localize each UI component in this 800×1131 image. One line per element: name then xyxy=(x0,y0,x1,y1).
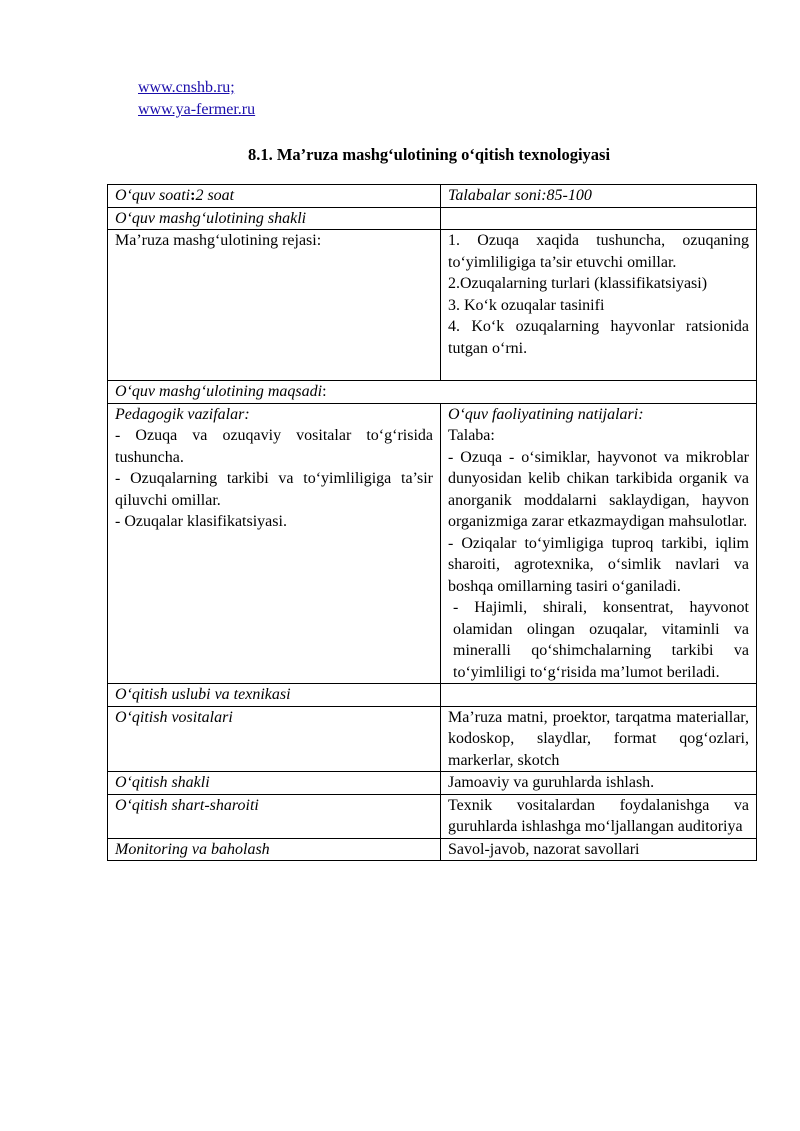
pedagogical-tasks-heading: Pedagogik vazifalar: xyxy=(115,405,250,423)
plan-item: 1. Ozuqa xaqida tushuncha, ozuqaning to‘yimliligiga ta’sir etuvchi omillar. xyxy=(448,232,749,271)
cell-conditions-label: O‘qitish shart-sharoiti xyxy=(108,794,441,838)
cell-form-of-teaching-value: Jamoaviy va guruhlarda ishlash. xyxy=(441,772,757,795)
cell-form-of-teaching-label: O‘qitish shakli xyxy=(108,772,441,795)
reference-links xyxy=(138,77,255,121)
cell-hours: O‘quv soati:2 soat xyxy=(108,185,441,208)
section-title: 8.1. Ma’ruza mashg‘ulotining o‘qitish texnologiyasi xyxy=(247,145,611,164)
cell-goal-label: O‘quv mashg‘ulotining maqsadi: xyxy=(108,381,757,404)
cell-method-value xyxy=(441,684,757,707)
table-row xyxy=(108,706,757,772)
lecture-technology-table xyxy=(107,184,757,861)
outcomes-heading: O‘quv faoliyatining natijalari: xyxy=(448,405,644,423)
cell-pedagogical-tasks xyxy=(108,403,441,684)
outcome-item: - Hajimli, shirali, konsentrat, hayvonot olamidan olingan ozuqalar, vitaminli va mineralli qo‘shimchalarning tarkibi va to‘yimliligi to‘g‘risida ma’lumot beriladi. xyxy=(453,599,749,681)
outcome-item: - Ozuqa - o‘simiklar, hayvonot va mikroblar dunyosidan kelib chikan tarkibida organik va anorganik moddalarni saklaydigan, hayvon organizmiga zarar etkazmaydigan mahsulotlar. xyxy=(448,448,749,530)
plan-item: 3. Ko‘k ozuqalar tasinifi xyxy=(448,296,605,314)
cell-tools-value: Ma’ruza matni, proektor, tarqatma materiallar, kodoskop, slaydlar, format qog‘ozlari, markerlar, skotch xyxy=(441,706,757,772)
link-cnshb[interactable]: www.cnshb.ru; xyxy=(138,79,235,96)
table-row xyxy=(108,381,757,404)
cell-plan-items xyxy=(441,230,757,381)
cell-plan-label: Ma’ruza mashg‘ulotining rejasi: xyxy=(108,230,441,381)
cell-learning-outcomes xyxy=(441,403,757,684)
plan-item: 2.Ozuqalarning turlari (klassifikatsiyasi) xyxy=(448,275,708,292)
table-row xyxy=(108,794,757,838)
table-row xyxy=(108,207,757,230)
table-row xyxy=(108,772,757,795)
table-row xyxy=(108,185,757,208)
cell-form-value xyxy=(441,207,757,230)
task-item: - Ozuqa va ozuqaviy vositalar to‘g‘risida tushuncha. xyxy=(115,427,433,466)
table-row xyxy=(108,403,757,684)
cell-tools-label: O‘qitish vositalari xyxy=(108,706,441,772)
plan-item: 4. Ko‘k ozuqalarning hayvonlar ratsionida tutgan o‘rni. xyxy=(448,318,749,357)
cell-form-label: O‘quv mashg‘ulotining shakli xyxy=(108,207,441,230)
cell-students: Talabalar soni:85-100 xyxy=(441,185,757,208)
table-row xyxy=(108,838,757,861)
task-item: - Ozuqalar klasifikatsiyasi. xyxy=(115,513,287,530)
cell-conditions-value: Texnik vositalardan foydalanishga va guruhlarda ishlashga mo‘ljallangan auditoriya xyxy=(441,794,757,838)
link-ya-fermer[interactable]: www.ya-fermer.ru xyxy=(138,101,256,118)
outcomes-subheading: Talaba: xyxy=(448,427,495,444)
task-item: - Ozuqalarning tarkibi va to‘yimliligiga ta’sir qiluvchi omillar. xyxy=(115,470,433,509)
outcome-item: - Oziqalar to‘yimligiga tuproq tarkibi, iqlim sharoiti, agrotexnika, o‘simlik navlari va boshqa omillarning tasiri o‘ganiladi. xyxy=(448,534,749,595)
cell-method-label: O‘qitish uslubi va texnikasi xyxy=(108,684,441,707)
cell-monitoring-label: Monitoring va baholash xyxy=(108,838,441,861)
table-row xyxy=(108,684,757,707)
table-row xyxy=(108,230,757,381)
cell-monitoring-value: Savol-javob, nazorat savollari xyxy=(441,838,757,861)
